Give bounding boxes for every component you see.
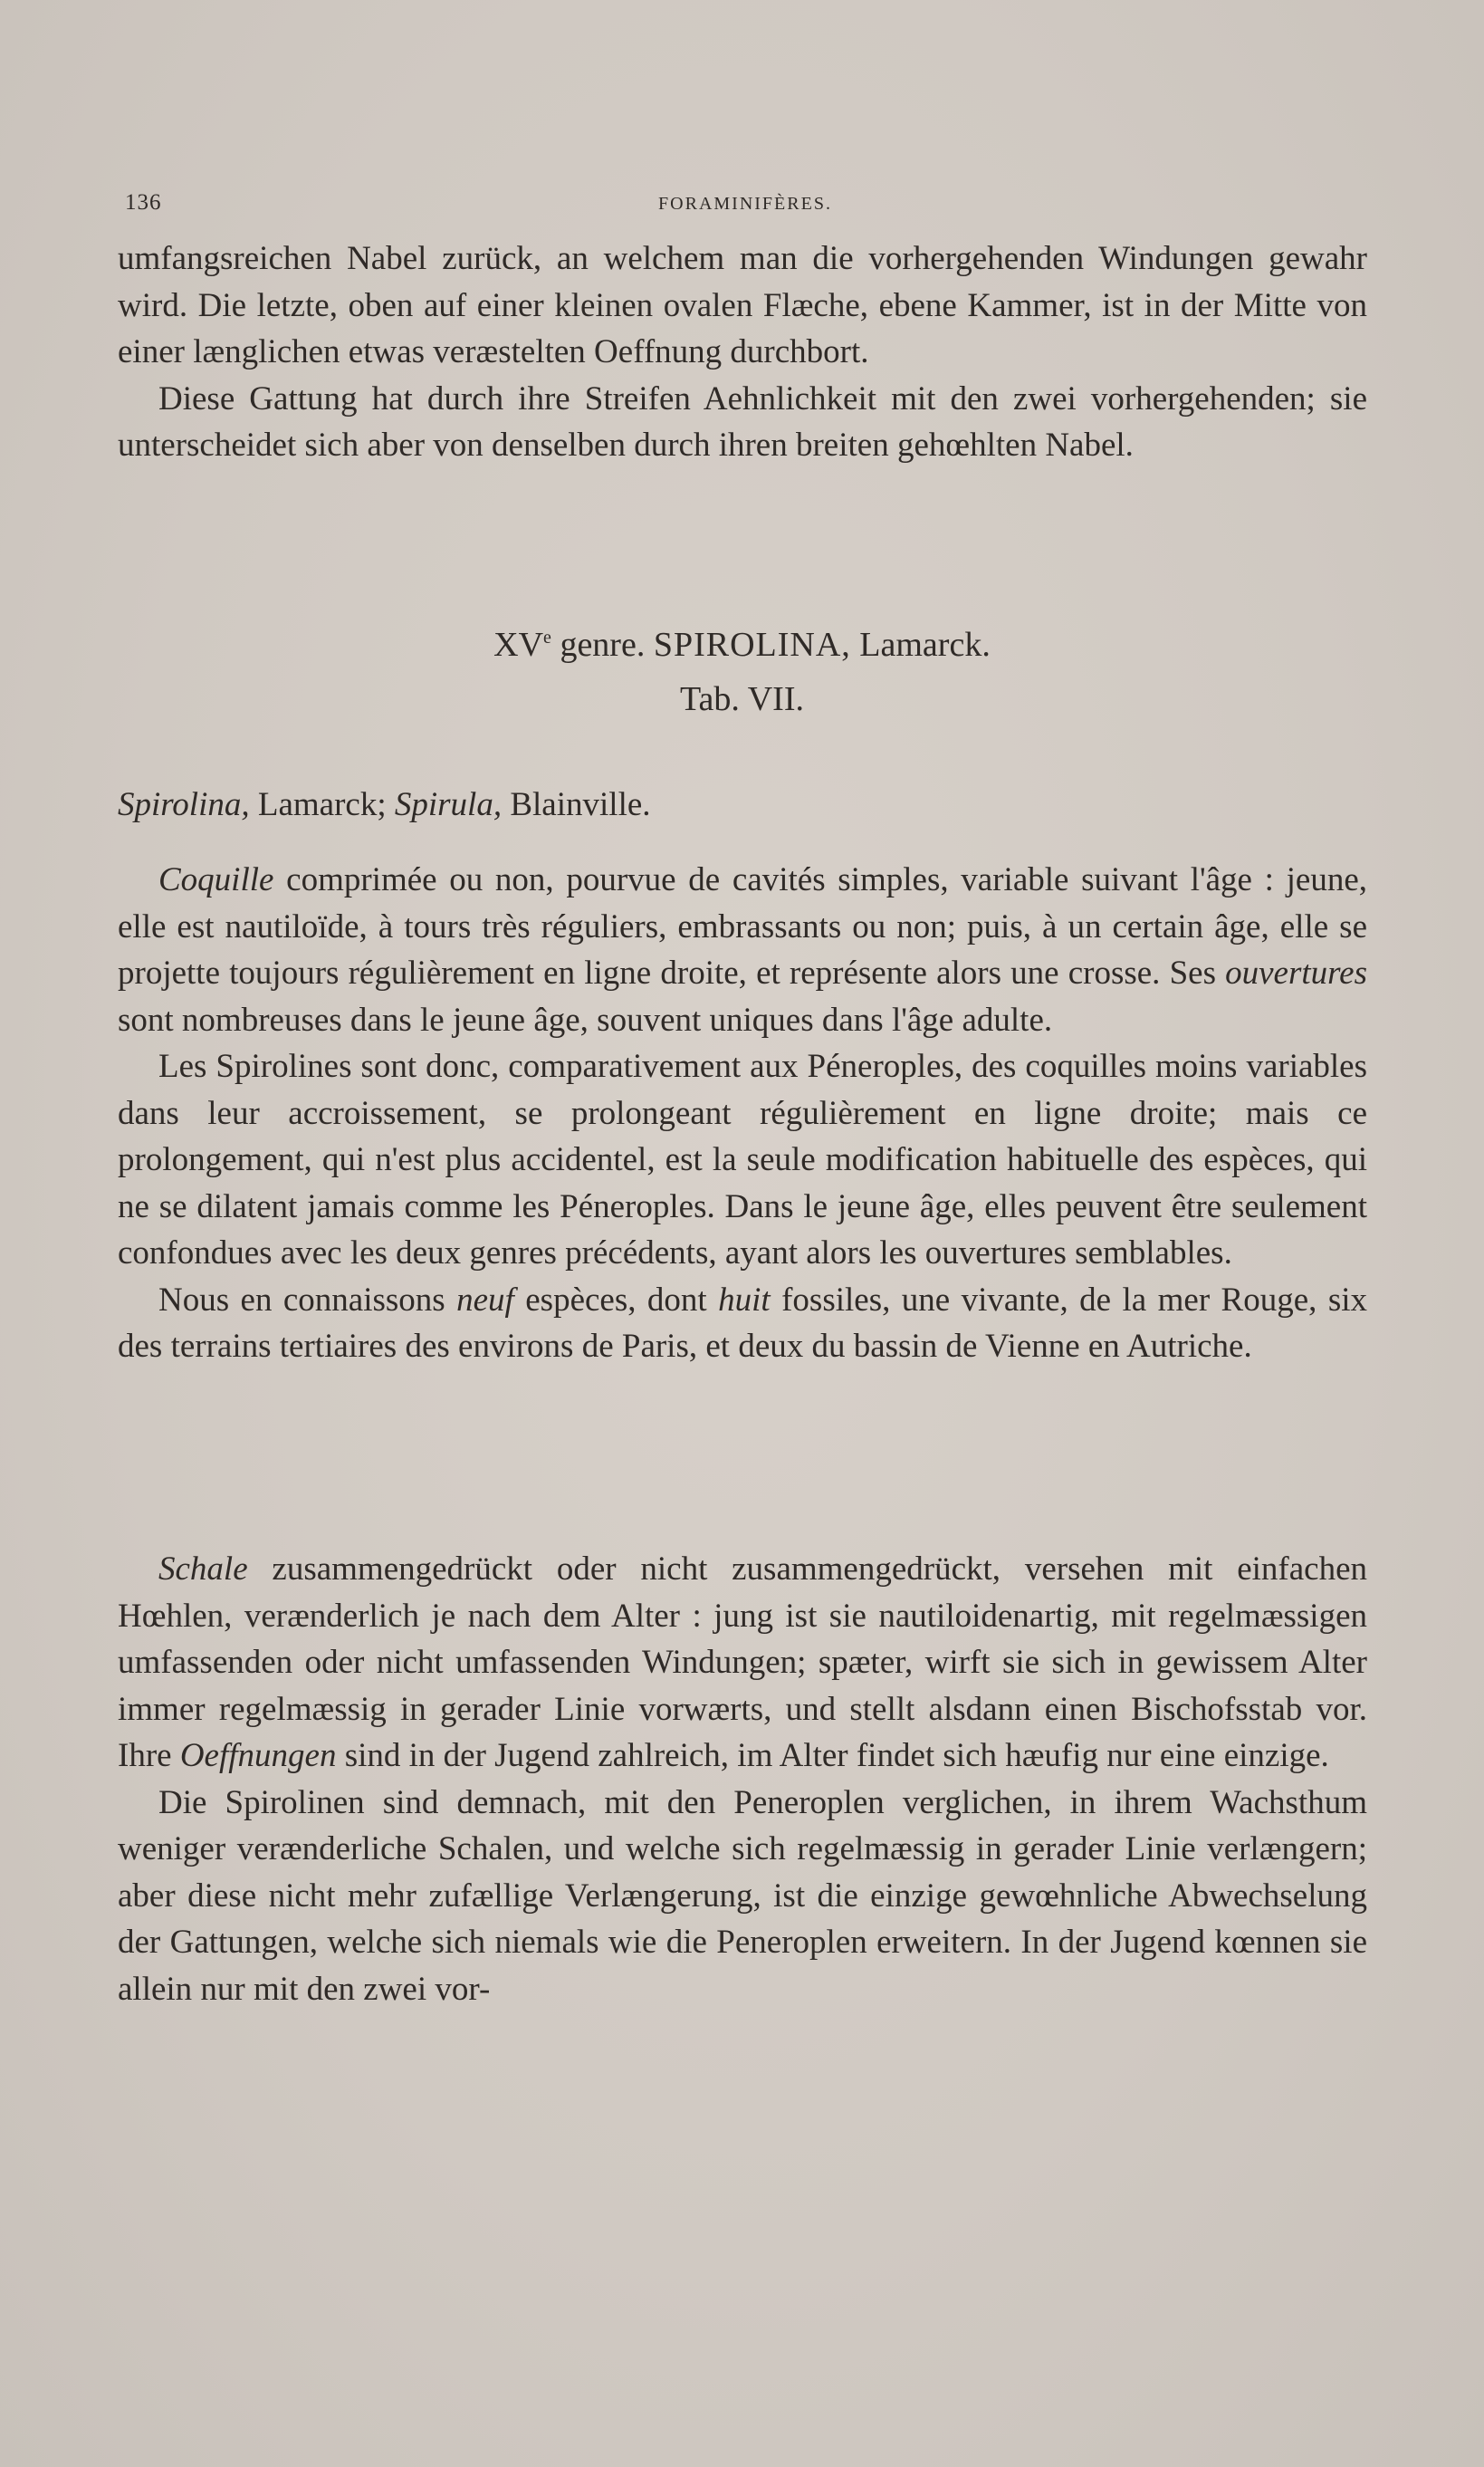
synonym-author-2: Blainville.	[510, 786, 651, 823]
french-paragraph-1-text-b: sont nombreuses dans le jeune âge, souvent uniques dans l'âge adulte.	[118, 1001, 1053, 1039]
genus-author: Lamarck.	[859, 626, 991, 664]
synonymy-paragraph	[118, 782, 1367, 829]
german-paragraph-1	[118, 1546, 1367, 1780]
genus-word: genre.	[560, 626, 646, 664]
synonym-name-1: Spirolina,	[118, 786, 250, 823]
plate-reference	[0, 676, 1484, 723]
french-description	[118, 857, 1367, 1370]
french-paragraph-3-text-b: espèces, dont	[525, 1281, 707, 1319]
french-term-neuf: neuf	[456, 1281, 514, 1319]
french-term-coquille: Coquille	[158, 861, 274, 898]
page-number: 136	[125, 190, 162, 215]
german-continuation-paragraph: umfangsreichen Nabel zurück, an welchem man die vorhergehenden Windungen gewahr wird. Die letzte, oben auf einer kleinen ovalen Flæche, ebene Kammer, ist in der Mitte von einer længlichen etwas veræstelten Oeffnung durchbort.	[118, 240, 1367, 370]
french-paragraph-2: Les Spirolines sont donc, comparativement aux Péneroples, des coquilles moins variables dans leur accroissement, se prolongeant régulièrement en ligne droite; mais ce prolongement, qui n'est plus accidentel, est la seule modification habituelle des espèces, qui ne se dilatent jamais comme les Péneroples. Dans le jeune âge, elles peuvent être seulement confondues avec les deux genres précédents, ayant alors les ouvertures semblables.	[118, 1048, 1367, 1272]
continued-german-text	[118, 235, 1367, 469]
genus-ordinal: e	[543, 628, 551, 648]
plate-label: Tab. VII.	[680, 680, 804, 718]
genus-heading	[0, 614, 1484, 668]
german-comparison-paragraph: Diese Gattung hat durch ihre Streifen Aehnlichkeit mit den zwei vorhergehenden; sie unterscheidet sich aber von denselben durch ihren breiten gehœhlten Nabel.	[118, 379, 1367, 464]
french-paragraph-3-text-c: fossiles, une vivante, de la mer Rouge, six des terrains tertiaires des environs de Paris, et deux du bassin de Vienne en Autriche.	[118, 1281, 1368, 1365]
german-paragraph-1-text-b: sind in der Jugend zahlreich, im Alter findet sich hæufig nur eine einzige.	[344, 1737, 1329, 1774]
french-paragraph-1	[118, 857, 1367, 1043]
french-paragraph-3	[118, 1277, 1367, 1370]
french-term-huit: huit	[718, 1281, 771, 1319]
running-head	[125, 190, 1365, 226]
synonym-author-1: Lamarck;	[257, 786, 387, 823]
synonymy-line	[118, 782, 1367, 829]
german-paragraph-1-text-a: zusammengedrückt oder nicht zusammengedrückt, versehen mit einfachen Hœhlen, verænderlich je nach dem Alter : jung ist sie nautiloidenartig, mit regelmæssigen umfassenden oder nicht umfassenden Windungen; spæter, wirft sie sich in gewissem Alter immer regelmæssig in gerader Linie vorwærts, und stellt alsdann einen Bischofsstab vor. Ihre	[118, 1550, 1368, 1774]
german-term-schale: Schale	[158, 1550, 248, 1588]
section-title: FORAMINIFÈRES.	[658, 194, 832, 214]
genus-name: SPIROLINA,	[653, 626, 851, 664]
french-paragraph-3-text-a: Nous en connaissons	[158, 1281, 445, 1319]
genus-number: XV	[493, 626, 544, 664]
french-term-ouvertures: ouvertures	[1225, 955, 1367, 992]
french-paragraph-1-text-a: comprimée ou non, pourvue de cavités simples, variable suivant l'âge : jeune, elle est nautiloïde, à tours très réguliers, embrassants ou non; puis, à un certain âge, elle se projette toujours régulièrement en ligne droite, et représente alors une crosse. Ses	[118, 861, 1367, 992]
german-paragraph-2: Die Spirolinen sind demnach, mit den Peneroplen verglichen, in ihrem Wachsthum weniger verænderliche Schalen, und welche sich regelmæssig in gerader Linie verlængern; aber diese nicht mehr zufællige Verlængerung, ist die einzige gewœhnliche Abwechselung der Gattungen, welche sich niemals wie die Peneroplen erweitern. In der Jugend kœnnen sie allein nur mit den zwei vor-	[118, 1783, 1367, 2008]
synonym-name-2: Spirula,	[394, 786, 503, 823]
german-term-oeffnungen: Oeffnungen	[179, 1737, 337, 1774]
german-description	[118, 1546, 1367, 2012]
